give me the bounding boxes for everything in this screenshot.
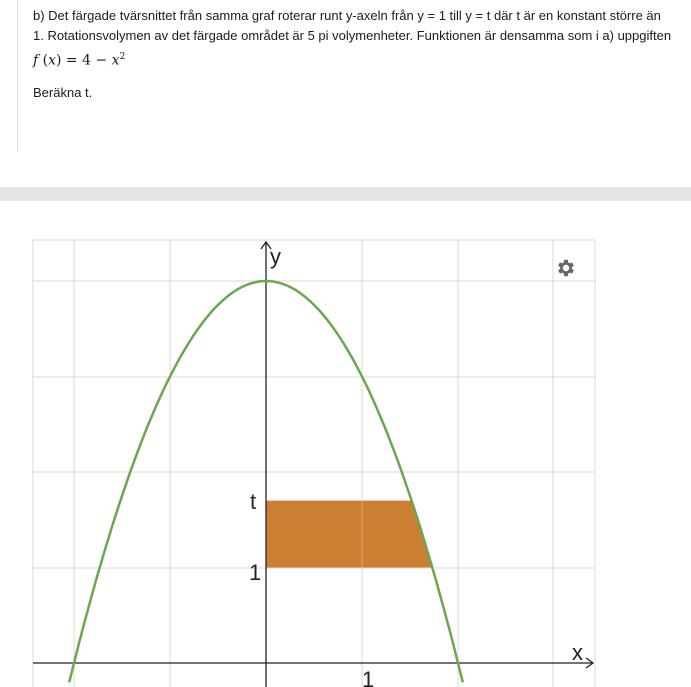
question-line-1: b) Det färgade tvärsnittet från samma graf roterar runt y-axeln från y = 1 till y = t där t är en konstant större än xyxy=(33,8,661,23)
formula-f: f xyxy=(33,52,39,69)
formula-close: ) = 4 − xyxy=(56,52,112,69)
shaded-region xyxy=(266,501,432,568)
formula-exponent: 2 xyxy=(119,52,126,62)
task-text: Beräkna t. xyxy=(33,85,93,100)
y-axis-label: y xyxy=(270,244,281,269)
left-divider xyxy=(17,0,18,152)
formula-x: x xyxy=(48,52,57,69)
x-axis-label: x xyxy=(572,640,583,665)
function-formula xyxy=(33,47,688,71)
y-tick-label-1: 1 xyxy=(249,560,262,585)
graph-svg[interactable] xyxy=(0,200,691,687)
formula-open: ( xyxy=(38,52,49,69)
formula-x2: x xyxy=(111,52,120,69)
graph-area[interactable] xyxy=(0,200,691,687)
question-line-2: 1. Rotationsvolymen av det färgade området är 5 pi volymenheter. Funktionen är densamma som i a) uppgiften xyxy=(33,28,672,43)
y-tick-label-t: t xyxy=(250,489,257,514)
gear-icon[interactable] xyxy=(555,257,577,279)
question-text xyxy=(33,6,688,71)
axes xyxy=(33,242,593,687)
gear-icon-svg xyxy=(555,257,577,279)
x-tick-label-1: 1 xyxy=(362,667,375,687)
grid xyxy=(33,240,595,687)
section-divider xyxy=(0,187,691,201)
